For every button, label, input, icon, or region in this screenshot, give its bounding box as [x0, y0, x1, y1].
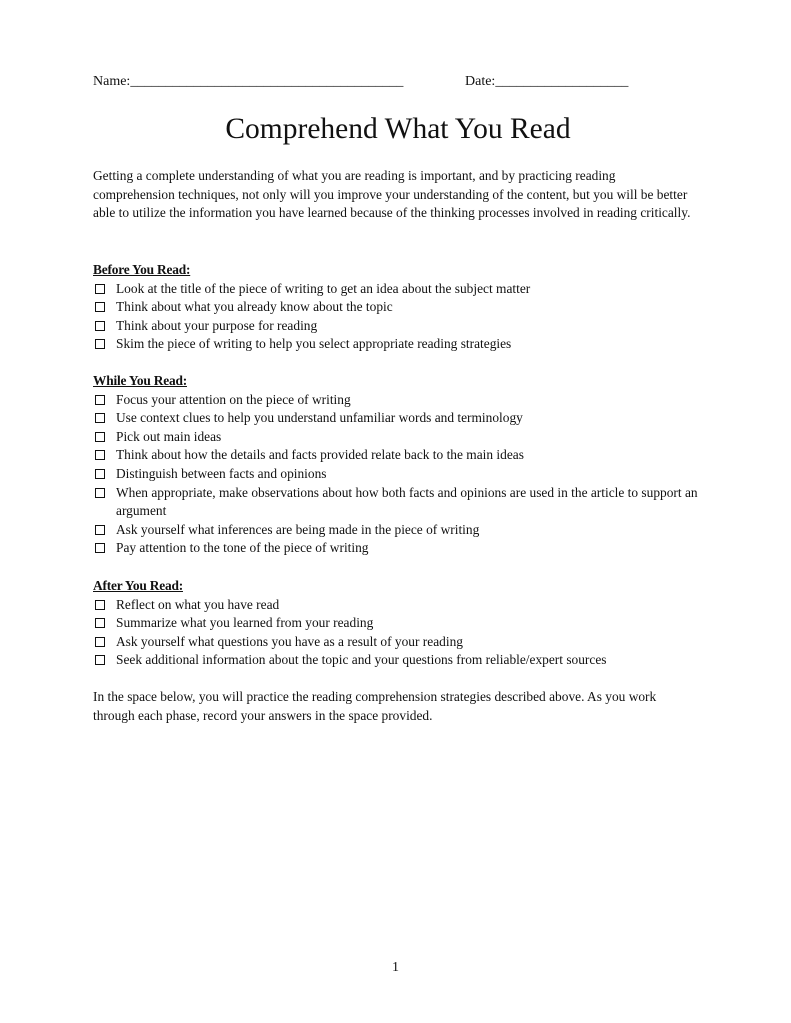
checklist-item: [93, 335, 703, 354]
checklist-item: [93, 596, 703, 615]
name-field: Name:_______________________________________: [93, 74, 404, 89]
checklist-item-text: Skim the piece of writing to help you select appropriate reading strategies: [116, 336, 512, 352]
checklist-item-text: Ask yourself what inferences are being made in the piece of writing: [116, 521, 480, 537]
checklist-item-text: Look at the title of the piece of writing to get an idea about the subject matter: [116, 280, 531, 296]
checklist-item: [93, 409, 703, 428]
checklist-item-text: Summarize what you learned from your reading: [116, 615, 374, 631]
checkbox-icon[interactable]: [95, 302, 105, 312]
checklist-item-text: Pay attention to the tone of the piece of writing: [116, 540, 369, 556]
checklist-item: [93, 280, 703, 299]
page-title: Comprehend What You Read: [225, 113, 571, 145]
checkbox-icon[interactable]: [95, 432, 105, 442]
checklist-item-text: Seek additional information about the topic and your questions from reliable/expert sources: [116, 652, 607, 668]
checkbox-icon[interactable]: [95, 284, 105, 294]
page-number: 1: [392, 960, 399, 975]
checklist-item-text: Distinguish between facts and opinions: [116, 465, 327, 481]
header-line: [93, 74, 703, 90]
checkbox-icon[interactable]: [95, 618, 105, 628]
section-before-you-read: [93, 261, 703, 354]
checkbox-icon[interactable]: [95, 637, 105, 647]
checkbox-icon[interactable]: [95, 395, 105, 405]
checkbox-icon[interactable]: [95, 488, 105, 498]
checklist-item: [93, 446, 703, 465]
checklist-item-text: Think about what you already know about the topic: [116, 299, 393, 315]
date-field: Date:___________________: [465, 74, 629, 89]
checkbox-icon[interactable]: [95, 321, 105, 331]
intro-paragraph: Getting a complete understanding of what you are reading is important, and by practicing reading comprehension techniques, not only will you improve your understanding of the content, but you will be better able to utilize the information you have learned because of the thinking processes involved in reading critically.: [93, 168, 691, 221]
section-while-you-read: [93, 372, 703, 558]
checklist-item: [93, 317, 703, 336]
checklist-item-text: Think about how the details and facts provided relate back to the main ideas: [116, 447, 524, 463]
section-heading: Before You Read:: [93, 262, 191, 277]
checklist-item: [93, 614, 703, 633]
checklist-item-text: When appropriate, make observations about how both facts and opinions are used in the article to support an argument: [116, 484, 698, 519]
checklist-item: [93, 428, 703, 447]
checkbox-icon[interactable]: [95, 413, 105, 423]
checkbox-icon[interactable]: [95, 339, 105, 349]
checklist-item-text: Pick out main ideas: [116, 428, 222, 444]
checklist-item: [93, 391, 703, 410]
checklist-item-text: Use context clues to help you understand unfamiliar words and terminology: [116, 410, 523, 426]
section-heading: After You Read:: [93, 578, 183, 593]
checklist-item-text: Ask yourself what questions you have as a result of your reading: [116, 633, 463, 649]
checklist-item: [93, 651, 703, 670]
checklist-item: [93, 633, 703, 652]
checklist-item-text: Think about your purpose for reading: [116, 317, 318, 333]
checklist-item: [93, 298, 703, 317]
checklist-item: [93, 465, 703, 484]
section-after-you-read: [93, 577, 703, 670]
checkbox-icon[interactable]: [95, 600, 105, 610]
section-heading: While You Read:: [93, 373, 187, 388]
checkbox-icon[interactable]: [95, 450, 105, 460]
checklist-item: [93, 484, 703, 521]
checkbox-icon[interactable]: [95, 543, 105, 553]
checklist-item: [93, 521, 703, 540]
checkbox-icon[interactable]: [95, 469, 105, 479]
checkbox-icon[interactable]: [95, 655, 105, 665]
checklist-item: [93, 539, 703, 558]
closing-paragraph: In the space below, you will practice the reading comprehension strategies described above. As you work through each phase, record your answers in the space provided.: [93, 689, 657, 723]
checklist-item-text: Focus your attention on the piece of writing: [116, 391, 351, 407]
checkbox-icon[interactable]: [95, 525, 105, 535]
checklist-item-text: Reflect on what you have read: [116, 596, 280, 612]
